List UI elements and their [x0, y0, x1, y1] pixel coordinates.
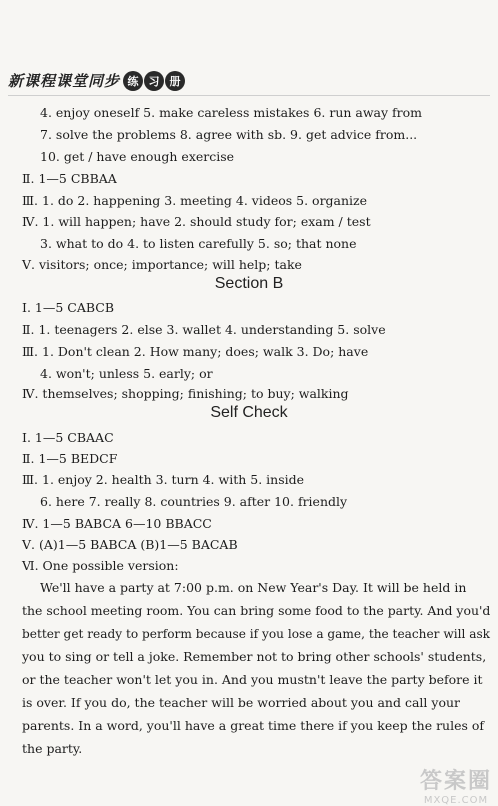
- essay-line: the party.: [22, 741, 83, 756]
- answer-line: Ⅳ. themselves; shopping; finishing; to buy; walking: [22, 386, 349, 401]
- essay-line: or the teacher won't let you in. And you mustn't leave the party before it: [22, 672, 483, 687]
- essay-line: you to sing or tell a joke. Remember not to bring other schools' students,: [22, 649, 487, 664]
- section-title-b: Section B: [214, 275, 284, 292]
- answer-line: Ⅰ. 1—5 CABCB: [22, 300, 115, 315]
- answer-line: Ⅱ. 1—5 CBBAA: [22, 171, 117, 186]
- answer-line: Ⅵ. One possible version:: [22, 558, 179, 573]
- answer-line: Ⅲ. 1. enjoy 2. health 3. turn 4. with 5. inside: [22, 472, 305, 487]
- answer-line: 3. what to do 4. to listen carefully 5. so; that none: [40, 236, 357, 251]
- section-title-self-check: Self Check: [210, 404, 288, 421]
- answer-line: Ⅰ. 1—5 CBAAC: [22, 430, 114, 445]
- essay-line: the school meeting room. You can bring some food to the party. And you'd: [22, 603, 491, 618]
- watermark-url: MXQE.COM: [423, 795, 489, 806]
- header-title: 新课程课堂同步: [8, 72, 121, 90]
- essay-line: better get ready to perform because if you lose a game, the teacher will ask: [22, 626, 491, 641]
- answer-line: Ⅴ. (A)1—5 BABCA (B)1—5 BACAB: [22, 537, 238, 552]
- essay-line: is over. If you do, the teacher will be worried about you and call your: [22, 695, 460, 710]
- answer-line: Ⅱ. 1—5 BEDCF: [22, 451, 118, 466]
- answer-line: Ⅳ. 1. will happen; have 2. should study for; exam / test: [22, 214, 371, 229]
- answer-line: 4. won't; unless 5. early; or: [40, 366, 213, 381]
- answer-line: Ⅲ. 1. do 2. happening 3. meeting 4. videos 5. organize: [22, 193, 368, 208]
- answer-line: Ⅴ. visitors; once; importance; will help; take: [22, 257, 302, 272]
- essay-line: parents. In a word, you'll have a great time there if you keep the rules of: [22, 718, 485, 733]
- answer-line: Ⅳ. 1—5 BABCA 6—10 BBACC: [22, 516, 212, 531]
- header-badge: 练: [123, 71, 143, 91]
- watermark-text: 答案圈: [419, 769, 492, 794]
- answer-line: 4. enjoy oneself 5. make careless mistakes 6. run away from: [40, 105, 423, 120]
- header-badge: 册: [165, 71, 185, 91]
- answer-line: 6. here 7. really 8. countries 9. after 10. friendly: [40, 494, 348, 509]
- answer-line: Ⅱ. 1. teenagers 2. else 3. wallet 4. understanding 5. solve: [22, 322, 386, 337]
- answer-line: Ⅲ. 1. Don't clean 2. How many; does; walk 3. Do; have: [22, 344, 369, 359]
- header-badge: 习: [144, 71, 164, 91]
- answer-line: 7. solve the problems 8. agree with sb. 9. get advice from...: [40, 127, 418, 142]
- essay-line: We'll have a party at 7:00 p.m. on New Year's Day. It will be held in: [40, 580, 467, 595]
- answer-line: 10. get / have enough exercise: [40, 149, 235, 164]
